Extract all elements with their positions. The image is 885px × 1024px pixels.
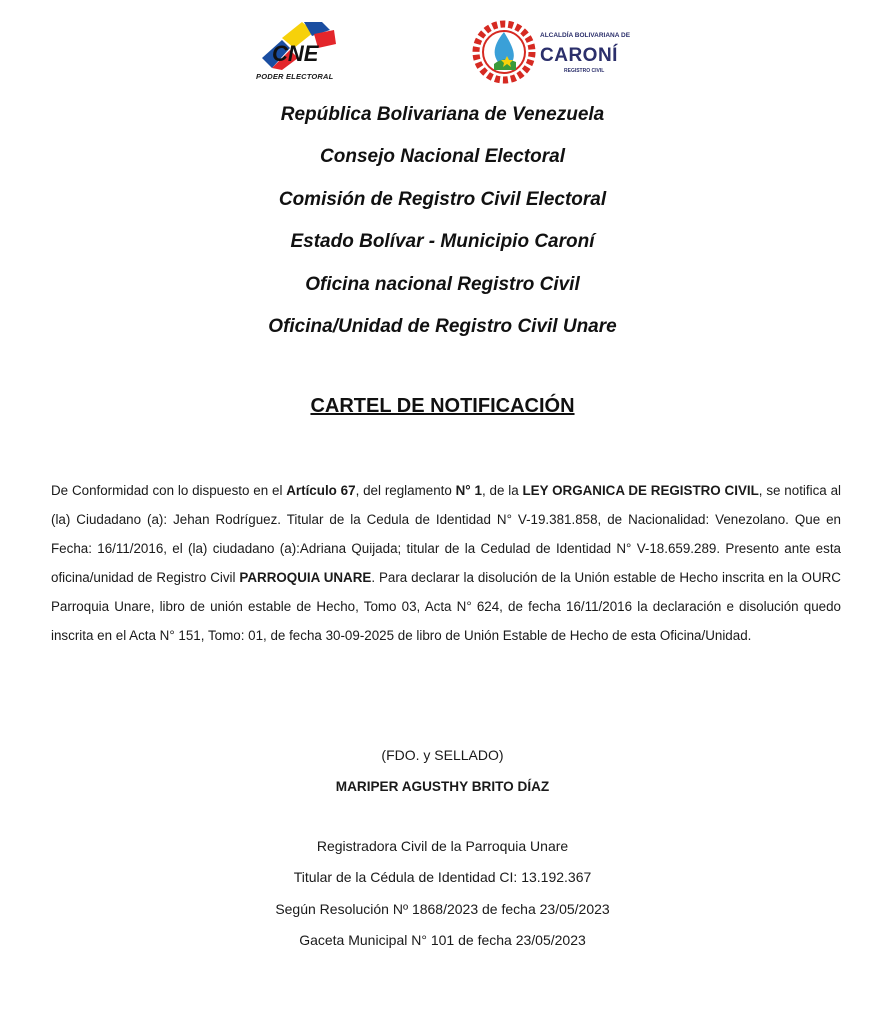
signer-role: Registradora Civil de la Parroquia Unare: [316, 838, 569, 854]
body-bold-number: N° 1: [455, 483, 482, 498]
header-line-unit: Oficina/Unidad de Registro Civil Unare: [268, 315, 617, 337]
body-text-5: . Para declarar la disolución de la Unión estable de Hecho inscrita en la OURC Parroquia Unare, libro de unión estable de Hecho, Tomo 03, Acta N° 624, de fecha 16/11/2016 la declaración e disolución quedo inscrita en el Acta N° 151, Tomo: 01, de fecha 30-09-2025 de libro de Unión Estable de Hecho de esta Oficina/Unidad.: [51, 570, 841, 643]
signer-name: MARIPER AGUSTHY BRITO DÍAZ: [335, 779, 550, 794]
caroni-logo: [472, 18, 642, 84]
body-text-1: De Conformidad con lo dispuesto en el: [51, 483, 287, 498]
body-text-2: , del reglamento: [355, 483, 456, 498]
document-header: [0, 100, 885, 354]
signed-sealed-note: (FDO. y SELLADO): [381, 747, 504, 763]
signer-credentials: [0, 836, 885, 961]
header-line-council: Consejo Nacional Electoral: [320, 146, 565, 168]
body-text-4: , se notifica al (la) Ciudadano (a): Jehan Rodríguez. Titular de la Cedula de Identidad N° V-19.381.858, de Nacionalidad: Venezolano. Que en Fecha: 16/11/2016, el (la) ciudadano (a):Adriana Quijada; titular de la Cedulad de Identidad N° V-18.659.289. Presento ante esta oficina/unidad de Registro Civil: [51, 483, 841, 585]
cne-logo: [252, 18, 342, 84]
header-line-office: Oficina nacional Registro Civil: [305, 273, 580, 295]
body-bold-law: LEY ORGANICA DE REGISTRO CIVIL: [522, 483, 759, 498]
cne-logo-mark: [252, 18, 342, 74]
header-line-republic: República Bolivariana de Venezuela: [280, 104, 605, 125]
body-bold-article: Artículo 67: [286, 483, 356, 498]
notice-title: CARTEL DE NOTIFICACIÓN: [310, 395, 575, 417]
caroni-logo-top-text: ALCALDÍA BOLIVARIANA DE: [540, 32, 631, 39]
notice-body: [51, 476, 841, 650]
logo-bar: [0, 18, 885, 88]
signer-id: Titular de la Cédula de Identidad CI: 13.192.367: [293, 869, 592, 886]
cne-logo-letters: CNE: [272, 41, 319, 66]
header-line-commission: Comisión de Registro Civil Electoral: [278, 188, 607, 210]
signer-gazette: Gaceta Municipal N° 101 de fecha 23/05/2023: [299, 931, 586, 948]
header-line-state: Estado Bolívar - Municipio Caroní: [290, 231, 595, 253]
caroni-gear-emblem: [472, 18, 538, 84]
cne-logo-caption: PODER ELECTORAL: [256, 72, 334, 81]
body-bold-parish: PARROQUIA UNARE: [239, 570, 372, 585]
body-text-3: , de la: [481, 483, 523, 498]
signer-resolution: Según Resolución Nº 1868/2023 de fecha 23/05/2023: [275, 900, 610, 917]
caroni-logo-name: CARONÍ: [540, 45, 618, 66]
caroni-logo-subtitle: REGISTRO CIVIL: [564, 68, 605, 74]
